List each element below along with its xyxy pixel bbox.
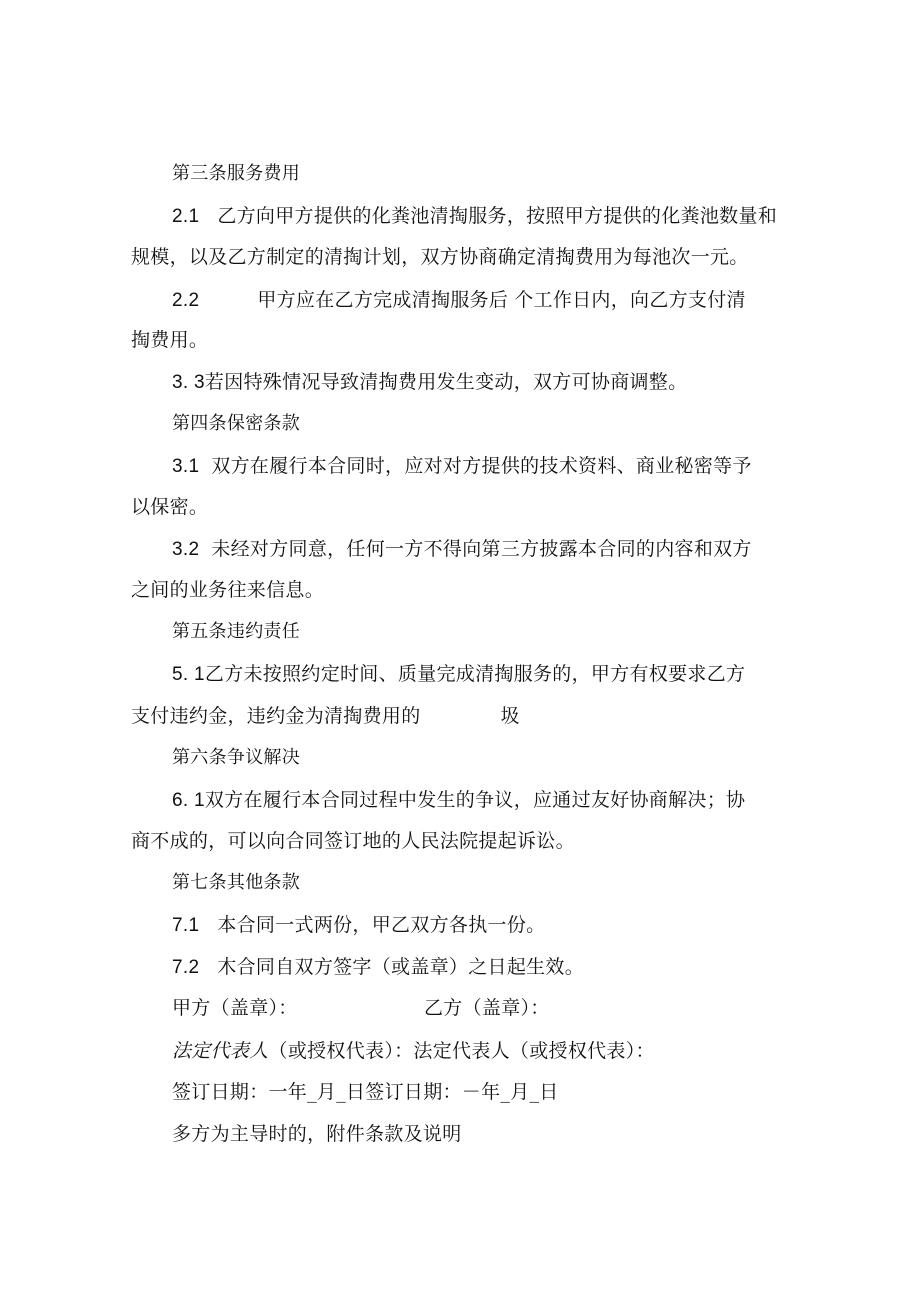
section-7-heading: 第七条其他条款	[172, 872, 301, 893]
clause-2-2-line-1	[172, 288, 746, 313]
clause-5-1-line-2	[131, 704, 520, 728]
clause-6-1-text-1: 双方在履行本合同过程中发生的争议，应通过友好协商解决；协	[204, 789, 746, 811]
section-6-heading: 第六条争议解决	[172, 747, 301, 768]
section-5-heading: 第五条违约责任	[172, 621, 301, 642]
party-b-seal: 乙方（盖章）：	[424, 997, 550, 1019]
clause-5-1-text-1: 乙方未按照约定时间、质量完成清掏服务的，甲方有权要求乙方	[204, 663, 746, 685]
legal-representative-a: 法定代表人	[172, 1040, 269, 1062]
clause-3-1-line-1	[172, 454, 752, 479]
footer-note: 多方为主导时的，附件条款及说明	[172, 1123, 462, 1145]
clause-7-2-number: 7.2	[172, 957, 200, 978]
clause-6-1-line-2: 商不成的，可以向合同签订地的人民法院提起诉讼。	[131, 830, 575, 852]
clause-6-1-line-1	[172, 788, 745, 813]
clause-7-1-number: 7.1	[172, 915, 200, 936]
clause-2-1-line-1	[172, 204, 777, 229]
clause-2-1-text-1: 乙方向甲方提供的化粪池清掏服务，按照甲方提供的化粪池数量和	[217, 205, 778, 227]
section-4-heading: 第四条保密条款	[172, 413, 301, 434]
clause-3-3-text: 若因特殊情况导致清掏费用发生变动，双方可协商调整。	[204, 371, 688, 393]
clause-5-1-text-2a: 支付违约金，违约金为清掏费用的	[131, 705, 421, 727]
clause-5-1-text-2b: 圾	[500, 705, 520, 727]
clause-7-1-text: 本合同一式两份，甲乙双方各执一份。	[217, 914, 546, 936]
section-3-heading: 第三条服务费用	[172, 163, 301, 184]
legal-representative-rest: （或授权代表）：法定代表人（或授权代表）：	[268, 1040, 655, 1062]
clause-3-3-line	[172, 370, 687, 395]
party-a-seal: 甲方（盖章）：	[172, 997, 298, 1019]
clause-2-2-number: 2.2	[172, 290, 200, 311]
clause-3-1-text-1: 双方在履行本合同时，应对对方提供的技术资料、商业秘密等予	[211, 455, 752, 477]
clause-3-3-number: 3. 3	[172, 372, 205, 393]
clause-2-2-text-1b: 个工作日内，向乙方支付清	[514, 289, 746, 311]
clause-3-2-line-2: 之间的业务往来信息。	[131, 579, 325, 601]
clause-2-2-line-2: 掏费用。	[131, 329, 209, 351]
clause-6-1-number: 6. 1	[172, 790, 205, 811]
clause-2-1-number: 2.1	[172, 206, 200, 227]
signing-date-line: 签订日期：一年_月_日签订日期：－年_月_日	[172, 1081, 559, 1103]
clause-5-1-number: 5. 1	[172, 664, 205, 685]
clause-7-2-line	[172, 955, 584, 980]
clause-7-1-line	[172, 913, 545, 938]
clause-3-2-number: 3.2	[172, 539, 200, 560]
clause-3-1-number: 3.1	[172, 456, 200, 477]
clause-2-1-line-2: 规模，以及乙方制定的清掏计划，双方协商确定清掏费用为每池次一元。	[131, 246, 749, 268]
clause-7-2-text: 木合同自双方签字（或盖章）之日起生效。	[217, 956, 585, 978]
clause-3-1-line-2: 以保密。	[131, 496, 209, 518]
clause-5-1-line-1	[172, 662, 745, 687]
clause-2-2-text-1a: 甲方应在乙方完成清掏服务后	[257, 289, 509, 311]
clause-3-2-text-1: 未经对方同意，任何一方不得向第三方披露本合同的内容和双方	[211, 538, 752, 560]
clause-3-2-line-1	[172, 537, 752, 562]
legal-representative-line	[172, 1039, 655, 1063]
